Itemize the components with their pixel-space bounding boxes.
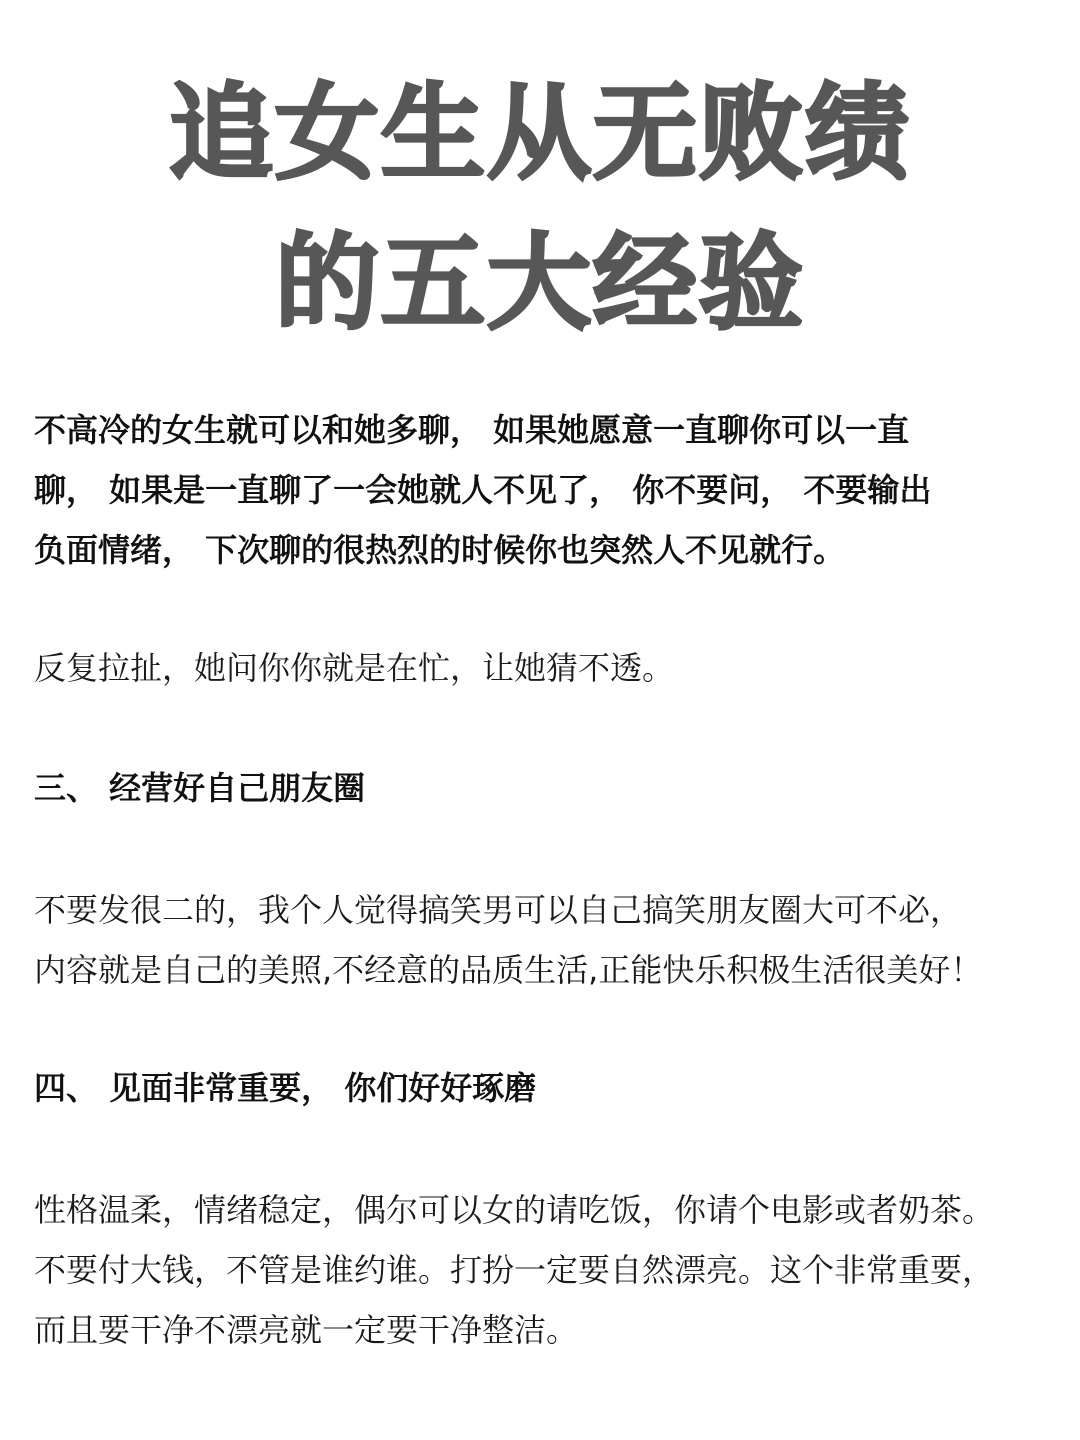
page-title bbox=[0, 58, 1080, 358]
section-heading-text: 四、 见面非常重要， 你们好好琢磨 bbox=[34, 1069, 537, 1107]
section-heading-3 bbox=[34, 758, 1050, 818]
paragraph-line: 性格温柔，情绪稳定，偶尔可以女的请吃饭，你请个电影或者奶茶。 bbox=[34, 1191, 995, 1229]
paragraph-line: 内容就是自己的美照,不经意的品质生活,正能快乐积极生活很美好！ bbox=[34, 951, 983, 989]
paragraph-line: 聊， 如果是一直聊了一会她就人不见了， 你不要问， 不要输出 bbox=[34, 471, 932, 509]
title-line-2: 的五大经验 bbox=[274, 222, 805, 344]
section-heading-4 bbox=[34, 1058, 1050, 1118]
paragraph-push-pull bbox=[34, 638, 1050, 698]
paragraph-moments bbox=[34, 880, 1050, 1000]
paragraph-line: 不要付大钱，不管是谁约谁。打扮一定要自然漂亮。这个非常重要， bbox=[34, 1251, 995, 1289]
paragraph-line: 不高冷的女生就可以和她多聊， 如果她愿意一直聊你可以一直 bbox=[34, 411, 910, 449]
paragraph-line: 而且要干净不漂亮就一定要干净整洁。 bbox=[34, 1311, 579, 1349]
section-heading-text: 三、 经营好自己朋友圈 bbox=[34, 769, 366, 807]
paragraph-line: 负面情绪， 下次聊的很热烈的时候你也突然人不见就行。 bbox=[34, 531, 846, 569]
title-line-1: 追女生从无败绩 bbox=[168, 72, 911, 194]
paragraph-meeting bbox=[34, 1180, 1050, 1360]
paragraph-line: 不要发很二的，我个人觉得搞笑男可以自己搞笑朋友圈大可不必， bbox=[34, 891, 963, 929]
paragraph-line: 反复拉扯，她问你你就是在忙，让她猜不透。 bbox=[34, 649, 675, 687]
paragraph-chat-advice bbox=[34, 400, 1050, 580]
